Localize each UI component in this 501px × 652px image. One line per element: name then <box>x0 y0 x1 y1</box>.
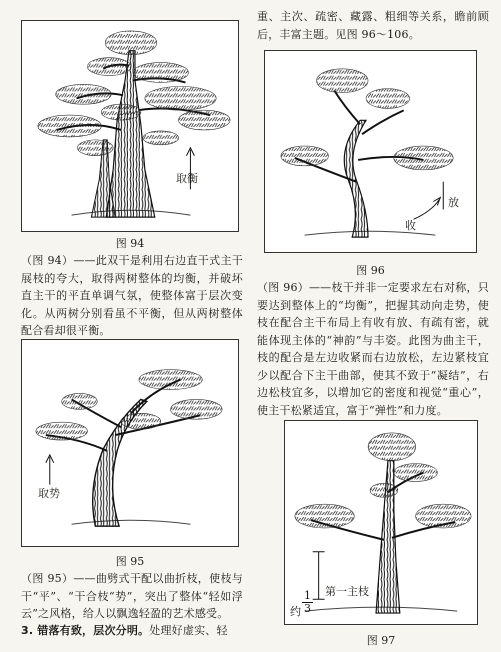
top-right-paragraph: 重、主次、疏密、藏露、粗细等关系，瞻前顾后，丰富主题。见图 96～106。 <box>257 10 489 41</box>
pine-tree-97-illustration <box>285 421 477 624</box>
fig94-caption: 图 94 <box>115 237 145 250</box>
fig96-label-shou: 收 <box>405 219 416 232</box>
release-arrow-icon <box>414 198 441 220</box>
fig96-label-fang: 放 <box>448 196 459 209</box>
fig97-approx: 约 <box>290 605 301 618</box>
pine-tree-95-illustration <box>22 340 238 546</box>
section-3 <box>21 622 256 640</box>
fig95-paragraph: （图 95）——曲劈式干配以曲折枝，使枝与干“平”、“干合枝“势”，突出了整体“轻如浮云”之风格，给人以飘逸轻盈的艺术感受。 <box>21 572 243 620</box>
fig97-label: 第一主枝 <box>325 585 369 598</box>
section-text: 处理好虚实、轻 <box>149 624 228 637</box>
fig95-label: 取势 <box>38 487 60 500</box>
pine-tree-94-illustration <box>22 21 238 231</box>
momentum-arrow-icon <box>46 455 54 485</box>
fig96-paragraph: （图 96）——枝干并非一定要求左右对称，只要达到整体上的“均衡”，把握其动向走势，使枝在配合主干布局上有收有放、有疏有密，就能体现主体的“神韵”与丰姿。此图为曲主干，枝的配合是左边收紧而右边放松，左边紧枝宜少以配合下主干曲部，使其不致于“凝结”，右边松枝宜多，以增加它的密度和视觉“重心”，使主干松紧适宜，富于“弹性”和力度。 <box>257 281 489 417</box>
figure-97 <box>284 420 478 625</box>
fig94-label: 取衡 <box>176 172 198 185</box>
fraction-numerator: 1 <box>304 589 311 602</box>
section-heading: 3. 错落有致，层次分明。 <box>21 624 150 637</box>
fig94-paragraph: （图 94）——此双干是利用右边直干式主干展枝的夸大，取得两树整体的均衡，并破坏直主干的平直单调气氛，使整体富于层次变化。从两树分别看虽不平衡，但从两树整体配合看却很平衡。 <box>21 254 243 337</box>
fig95-caption: 图 95 <box>115 555 145 568</box>
pine-tree-96-illustration <box>265 51 476 252</box>
fig97-fraction <box>302 590 313 615</box>
figure-94 <box>21 20 239 232</box>
fig97-caption: 图 97 <box>366 634 396 647</box>
measure-bracket-icon <box>313 552 325 600</box>
fraction-denominator: 3 <box>304 602 311 615</box>
figure-96 <box>264 50 477 253</box>
fig96-caption: 图 96 <box>356 264 385 277</box>
figure-95 <box>21 339 239 547</box>
